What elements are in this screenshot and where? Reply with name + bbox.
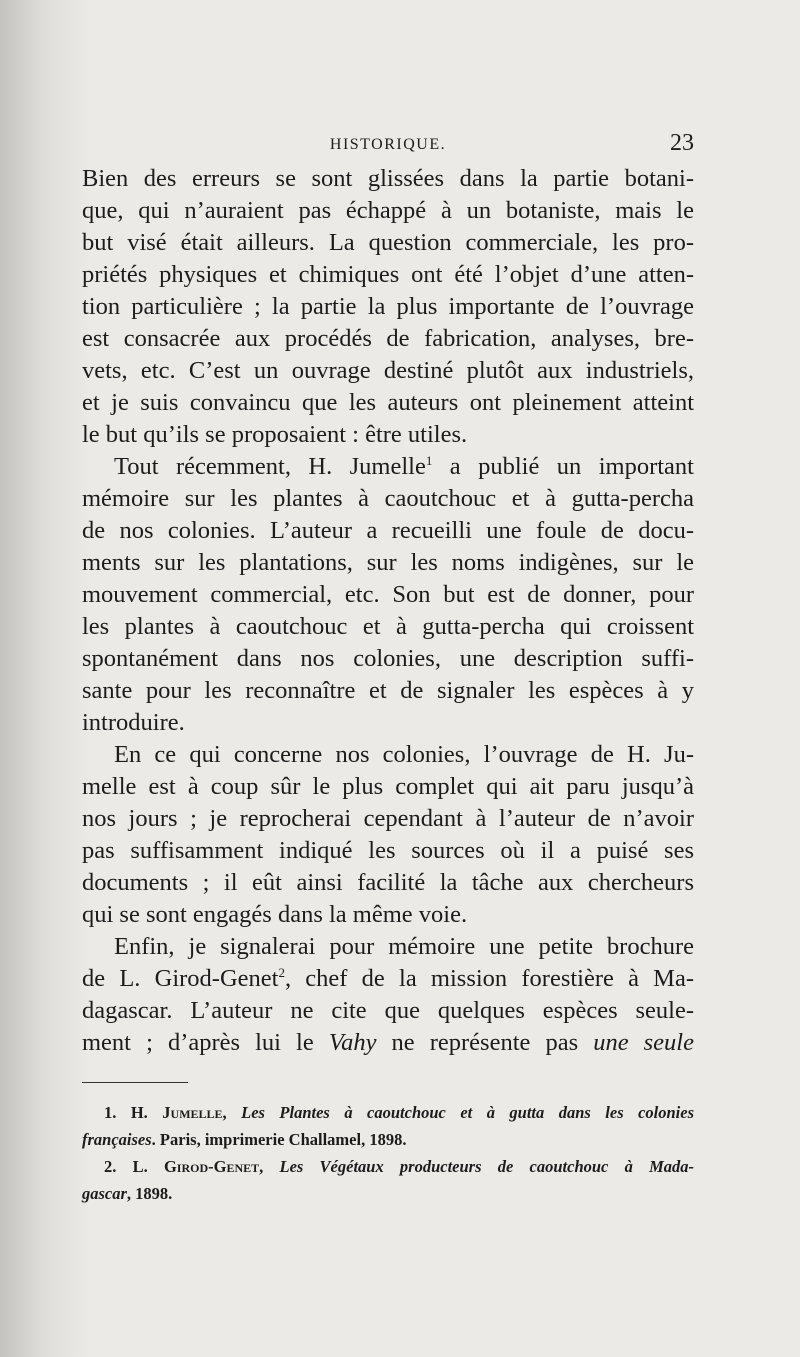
footnote-title: Les Végétaux producteurs de caoutchouc à Mada- bbox=[279, 1157, 694, 1176]
text-line: mémoire sur les plantes à caoutchouc et à gutta-percha bbox=[82, 485, 694, 512]
footnote-imprint: . Paris, imprimerie Challamel, 1898. bbox=[151, 1130, 407, 1149]
text-line: priétés physiques et chimiques ont été l’objet d’une atten- bbox=[82, 261, 694, 288]
line-text: Tout récemment, H. Jumelle bbox=[114, 453, 426, 480]
text-line: spontanément dans nos colonies, une description suffi- bbox=[82, 645, 694, 672]
running-title: HISTORIQUE. bbox=[329, 136, 447, 153]
footnote-author: Jumelle bbox=[162, 1103, 223, 1122]
line-text: ment ; d’après lui le bbox=[82, 1029, 314, 1056]
footnote-title: Les Plantes à caoutchouc et à gutta dans les colonies bbox=[241, 1103, 695, 1122]
text-line: dagascar. L’auteur ne cite que quelques espèces seule- bbox=[82, 997, 694, 1024]
text-line: et je suis convaincu que les auteurs ont pleinement atteint bbox=[82, 389, 694, 416]
text-line: ments sur les plantations, sur les noms indigènes, sur le bbox=[82, 549, 694, 576]
text-line: introduire. bbox=[82, 709, 185, 736]
footnote-separator bbox=[82, 1082, 188, 1083]
text-line bbox=[82, 1027, 694, 1059]
footnote-marker-2[interactable]: 2 bbox=[278, 964, 285, 980]
text-line: le but qu’ils se proposaient : être utiles. bbox=[82, 421, 468, 448]
text-line: En ce qui concerne nos colonies, l’ouvrage de H. Ju- bbox=[114, 741, 694, 768]
footnote-1: 1. H. Jumelle, Les Plantes à caoutchouc et à gutta dans les colonies bbox=[104, 1103, 695, 1122]
italic-term: Vahy bbox=[328, 1029, 377, 1056]
italic-phrase: une seule bbox=[593, 1029, 694, 1056]
footnote-2: 2. L. Girod-Genet, Les Végétaux producteurs de caoutchouc à Mada- bbox=[104, 1157, 694, 1176]
text-line: qui se sont engagés dans la même voie. bbox=[82, 901, 468, 928]
text-line: est consacrée aux procédés de fabrication, analyses, bre- bbox=[82, 325, 694, 352]
footnote-title: françaises bbox=[82, 1130, 152, 1149]
footnote-1-continued bbox=[82, 1126, 694, 1153]
footnote-imprint: , 1898. bbox=[126, 1184, 173, 1203]
text-line: melle est à coup sûr le plus complet qui ait paru jusqu’à bbox=[82, 773, 694, 800]
footnote-title: gascar bbox=[82, 1184, 127, 1203]
text-line: vets, etc. C’est un ouvrage destiné plutôt aux industriels, bbox=[82, 357, 694, 384]
footnote-2-continued bbox=[82, 1180, 694, 1207]
text-line: documents ; il eût ainsi facilité la tâche aux chercheurs bbox=[82, 869, 694, 896]
text-line: but visé était ailleurs. La question commerciale, les pro- bbox=[82, 229, 694, 256]
text-line bbox=[82, 451, 694, 483]
text-line: Enfin, je signalerai pour mémoire une petite brochure bbox=[114, 933, 694, 960]
text-line: de nos colonies. L’auteur a recueilli une foule de docu- bbox=[82, 517, 694, 544]
footnote-marker-1[interactable]: 1 bbox=[425, 452, 433, 468]
text-line: pas suffisamment indiqué les sources où il a puisé ses bbox=[82, 837, 694, 864]
footnote-number: 1. H. bbox=[104, 1103, 163, 1122]
page-number: 23 bbox=[670, 130, 694, 156]
text-line: les plantes à caoutchouc et à gutta-percha qui croissent bbox=[82, 613, 694, 640]
text-line: tion particulière ; la partie la plus importante de l’ouvrage bbox=[82, 293, 694, 320]
footnote-number: 2. L. bbox=[104, 1157, 164, 1176]
text-line: sante pour les reconnaître et de signaler les espèces à y bbox=[82, 677, 694, 704]
text-line: mouvement commercial, etc. Son but est de donner, pour bbox=[82, 581, 694, 608]
footnote-author: Girod-Genet bbox=[163, 1157, 260, 1176]
page-header bbox=[82, 128, 694, 164]
body-text bbox=[82, 163, 694, 1059]
line-text: , chef de la mission forestière à Ma- bbox=[284, 965, 694, 992]
line-text: de L. Girod-Genet bbox=[82, 965, 279, 992]
footnotes bbox=[82, 1099, 694, 1207]
text-line bbox=[82, 963, 694, 995]
line-text: a publié un important bbox=[432, 453, 694, 480]
text-line: Bien des erreurs se sont glissées dans la partie botani- bbox=[82, 165, 694, 192]
text-line: que, qui n’auraient pas échappé à un botaniste, mais le bbox=[82, 197, 694, 224]
text-line: nos jours ; je reprocherai cependant à l’auteur de n’avoir bbox=[82, 805, 694, 832]
line-text: ne représente pas bbox=[376, 1029, 594, 1056]
